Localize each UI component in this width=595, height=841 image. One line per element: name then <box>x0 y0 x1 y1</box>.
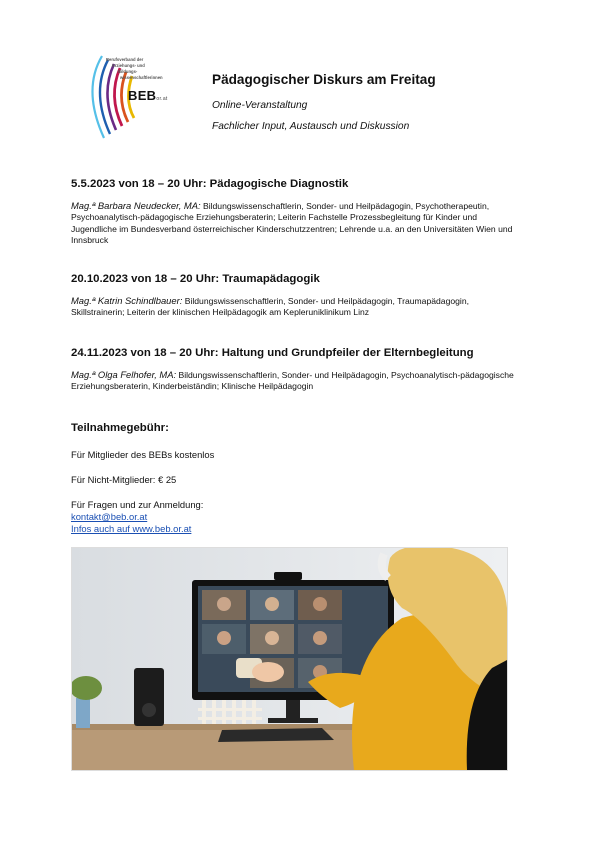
logo-abbr-text: BEB <box>128 88 157 103</box>
speaker-bio: Bildungswissenschaftlerin, Sonder- und Heilpädagogin, Psychoanalytisch-pädagogische Erziehungsberaterin, Kinderbeiständin; Klinische Heilpädagogin <box>71 370 514 392</box>
event-heading: 24.11.2023 von 18 – 20 Uhr: Haltung und Grundpfeiler der Elternbegleitung <box>71 347 474 359</box>
event-heading: 5.5.2023 von 18 – 20 Uhr: Pädagogische Diagnostik <box>71 178 349 190</box>
event-description <box>71 200 521 247</box>
fee-non-members: Für Nicht-Mitglieder: € 25 <box>71 474 177 485</box>
event-description <box>71 295 521 319</box>
event-2 <box>71 273 521 319</box>
beb-logo <box>80 50 190 142</box>
logo-abbr-suffix: or.at <box>156 96 168 102</box>
event-1 <box>71 178 521 247</box>
event-description <box>71 369 521 393</box>
info-website-link[interactable]: Infos auch auf www.beb.or.at <box>71 523 192 534</box>
logo-abbr <box>128 88 168 103</box>
logo-org-line-2: Erziehungs- und <box>112 63 145 68</box>
video-conference-photo <box>71 547 508 771</box>
event-heading: 20.10.2023 von 18 – 20 Uhr: Traumapädagogik <box>71 273 320 285</box>
logo-org-line-4: wissenschaftlerinnen <box>120 75 163 80</box>
fees-heading: Teilnahmegebühr: <box>71 422 169 434</box>
subtitle-format: Fachlicher Input, Austausch und Diskussion <box>212 121 410 132</box>
contact-label: Für Fragen und zur Anmeldung: <box>71 499 204 510</box>
photo-illustration <box>72 548 507 770</box>
logo-org-line-1: Berufsverband der <box>106 57 144 62</box>
speaker-bio: Bildungswissenschaftlerin, Sonder- und Heilpädagogin, Traumapädagogin, Skillstrainerin; Leiterin der klinischen Heilpädagogik am Kepleruniklinikum Linz <box>71 296 469 318</box>
event-3 <box>71 347 521 393</box>
speaker-bio: Bildungswissenschaftlerin, Sonder- und Heilpädagogin, Psychotherapeutin, Psychoanalytisch-pädagogische Erziehungsberaterin; Leiterin Fachstelle Prozessbegleitung für Kinder und Jugendliche im Bundesverband österreichischer Kinderschutzzentren; Lehrende u.a. an den Universitäten Wien und Innsbruck <box>71 201 513 246</box>
speaker-name: Mag.ª Katrin Schindlbauer: <box>71 295 183 306</box>
contact-email-link[interactable]: kontakt@beb.or.at <box>71 511 148 522</box>
page-title: Pädagogischer Diskurs am Freitag <box>212 72 436 87</box>
speaker-name: Mag.ª Barbara Neudecker, MA: <box>71 200 201 211</box>
subtitle-online: Online-Veranstaltung <box>212 100 308 111</box>
fee-members: Für Mitglieder des BEBs kostenlos <box>71 449 215 460</box>
speaker-name: Mag.ª Olga Felhofer, MA: <box>71 369 177 380</box>
logo-org-line-3: Bildungs- <box>118 69 138 74</box>
